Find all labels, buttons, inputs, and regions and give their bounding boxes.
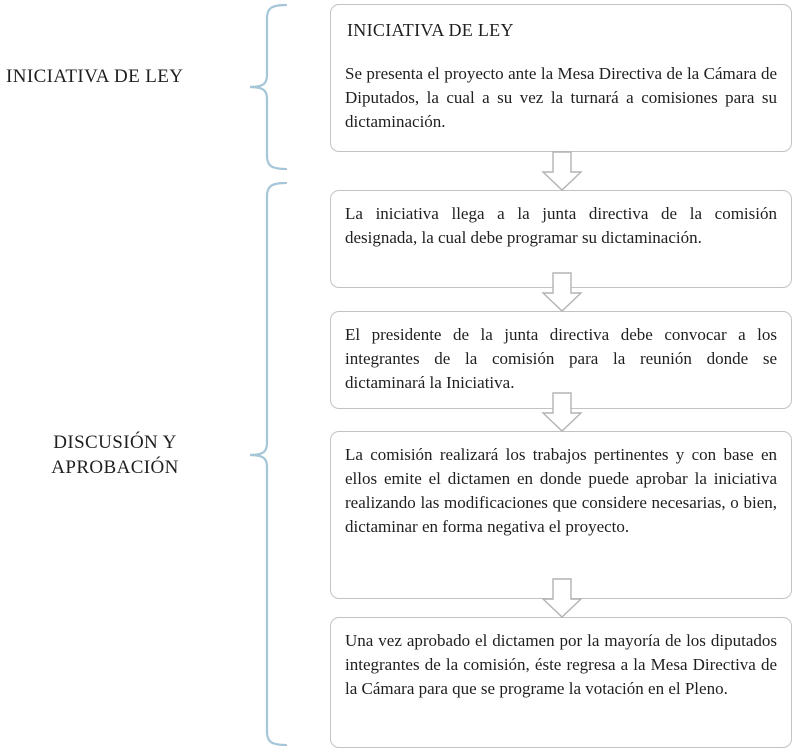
down-arrow-icon (538, 392, 586, 432)
flow-step-box (330, 617, 792, 748)
brace-icon (240, 180, 292, 748)
down-arrow-icon (538, 272, 586, 312)
flow-step-text: El presidente de la junta directiva debe convocar a los integrantes de la comisión para la reunión donde se dictaminará la Iniciativa. (345, 325, 777, 392)
flow-step-text: Se presenta el proyecto ante la Mesa Directiva de la Cámara de Diputados, la cual a su vez la turnará a comisiones para su dictaminación. (345, 64, 777, 131)
down-arrow-shape (543, 393, 581, 431)
down-arrow-shape (543, 273, 581, 311)
down-arrow-shape (543, 579, 581, 617)
section-label-iniciativa: INICIATIVA DE LEY (6, 66, 184, 87)
flow-step-box (330, 4, 792, 152)
down-arrow-icon (538, 151, 586, 191)
flow-step-text: La comisión realizará los trabajos pertinentes y con base en ellos emite el dictamen en donde puede aprobar la iniciativa realizando las modificaciones que considere necesarias, o bien, dictaminar en forma negativa el proyecto. (345, 445, 777, 536)
flow-step-box (330, 431, 792, 599)
brace-path (250, 183, 286, 745)
down-arrow-shape (543, 152, 581, 190)
section-label-discusion-aprobacion: DISCUSIÓN Y APROBACIÓN (51, 432, 179, 478)
brace-path (250, 5, 286, 169)
down-arrow-icon (538, 578, 586, 618)
brace-icon (240, 3, 292, 173)
flow-step-title: INICIATIVA DE LEY (347, 20, 514, 40)
flow-step-text: La iniciativa llega a la junta directiva de la comisión designada, la cual debe programar su dictaminación. (345, 204, 777, 247)
flow-step-text: Una vez aprobado el dictamen por la mayoría de los diputados integrantes de la comisión, éste regresa a la Mesa Directiva de la Cámara para que se programe la votación en el Pleno. (345, 631, 777, 698)
